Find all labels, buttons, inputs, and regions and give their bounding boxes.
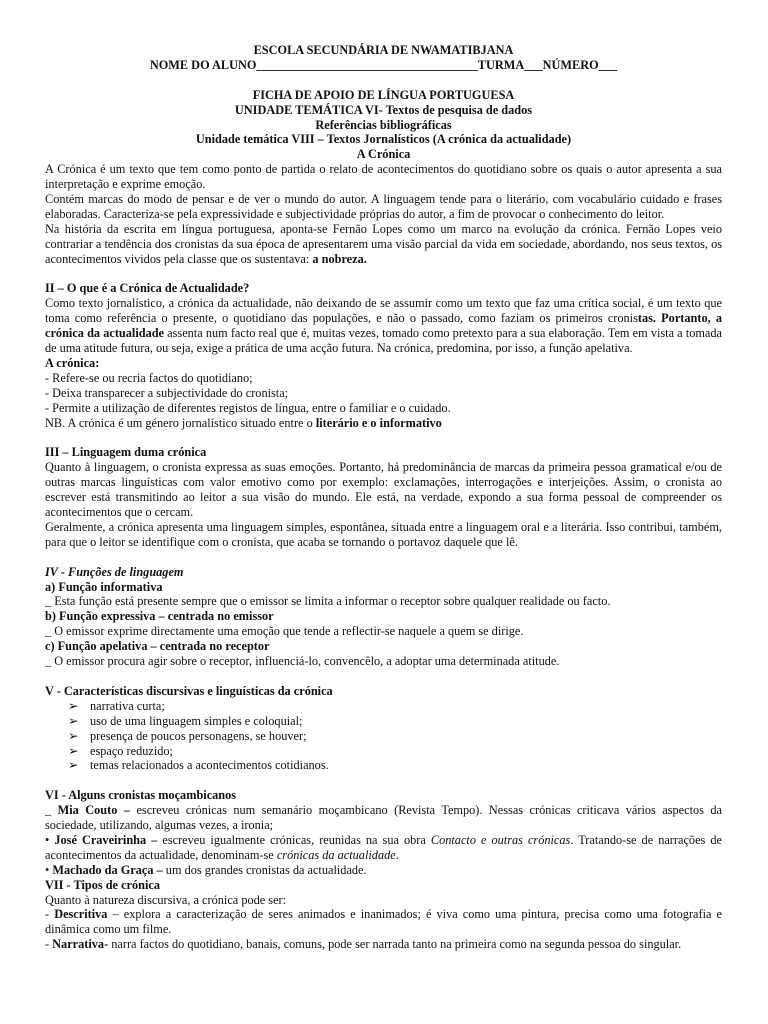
genre-term: crónicas da actualidade xyxy=(276,847,396,862)
function-a-title xyxy=(45,580,722,595)
spacer xyxy=(45,73,722,88)
list-item xyxy=(68,699,722,714)
list-item-text: espaço reduzido; xyxy=(90,743,173,758)
section-2-text-a: Como texto jornalístico, a crónica da actualidade, não deixando de se assumir como um texto que faz uma crítica social, é um texto que toma como referência o presente, o quotidiano das populações, e não o passado, como faziam os primeiros cronis xyxy=(45,296,722,326)
function-a-title-text: a) Função informativa xyxy=(45,579,163,594)
nb-bold: literário e o informativo xyxy=(315,415,442,430)
intro-paragraph-1: A Crónica é um texto que tem como ponto de partida o relato de acontecimentos do quotidiano sobre os quais o autor apresenta a sua interpretação e exprime emoção. xyxy=(45,162,722,192)
section-7-title-text: VII - Tipos de crónica xyxy=(45,877,161,892)
list-item-text: uso de uma linguagem simples e coloquial; xyxy=(90,713,303,728)
section-2-label-text: A crónica: xyxy=(45,356,100,370)
spacer xyxy=(45,773,722,788)
jose-craveirinha-entry xyxy=(45,833,722,863)
arrow-bullet-icon: ➢ xyxy=(68,713,79,728)
entry-lead: • xyxy=(45,862,53,877)
type-text: – explora a caracterização de seres animados e inanimados; é viva como uma pintura, precisa como uma fotografia e dinâmica como um filme. xyxy=(45,907,722,937)
arrow-bullet-icon: ➢ xyxy=(68,743,79,758)
list-item xyxy=(68,729,722,744)
entry-text: escreveu igualmente crónicas, reunidas na sua obra xyxy=(157,832,431,847)
entry-text: um dos grandes cronistas da actualidade. xyxy=(162,862,367,877)
mia-couto-entry xyxy=(45,803,722,833)
list-item-text: presença de poucos personagens, se houver; xyxy=(90,728,307,743)
type-name: Descritiva xyxy=(54,907,108,922)
author-name: Machado da Graça – xyxy=(52,862,163,877)
section-2-item: - Deixa transparecer a subjectividade do cronista; xyxy=(45,385,289,400)
function-b-text: _ O emissor exprime directamente uma emoção que tende a reflectir-se naquele a quem se dirige. xyxy=(45,624,524,639)
section-7-intro: Quanto à natureza discursiva, a crónica pode ser: xyxy=(45,892,287,907)
student-info-line: NOME DO ALUNO____________________________________TURMA___NÚMERO___ xyxy=(149,57,618,72)
function-c-text: _ O emissor procura agir sobre o receptor, influenciá-lo, convencêlo, a adoptar uma determinada atitude. xyxy=(45,654,560,669)
list-item-text: narrativa curta; xyxy=(90,698,165,713)
entry-lead: • xyxy=(45,832,55,847)
section-3-paragraph-1: Quanto à linguagem, o cronista expressa as suas emoções. Portanto, há predominância de marcas da primeira pessoa gramatical e/ou de outras marcas linguísticas com valor emotivo como por exemplo: exclamações, interrogações e interjeições. Assim, o cronista ao escrever está transmitindo ao leitor a sua visão do mundo. Ele está, na verdade, expondo a sua forma pessoal de compreender os acontecimentos que o cercam. xyxy=(45,460,722,520)
spacer xyxy=(45,431,722,446)
school-name: ESCOLA SECUNDÁRIA DE NWAMATIBJANA xyxy=(253,43,514,57)
section-6-title xyxy=(45,788,722,803)
function-b-title xyxy=(45,609,722,624)
arrow-bullet-icon: ➢ xyxy=(68,698,79,713)
section-3-paragraph-2: Geralmente, a crónica apresenta uma linguagem simples, espontânea, situada entre a linguagem oral e a literária. Isso contribui, também, para que o leitor se identifique com o cronista, que acaba se tornando o portavoz daquele que lê. xyxy=(45,519,722,549)
section-2-title xyxy=(45,281,722,296)
section-2-nb xyxy=(45,416,722,431)
section-7-title xyxy=(45,878,722,893)
section-2-title-text: II – O que é a Crónica de Actualidade? xyxy=(45,281,250,296)
spacer xyxy=(45,550,722,565)
entry-text: . Tratando-se de narrações de acontecimentos da actualidade, denominam-se xyxy=(45,832,722,862)
function-b-title-text: b) Função expressiva – centrada no emissor xyxy=(45,609,274,624)
author-name: Mia Couto – xyxy=(57,803,130,818)
book-title: Contacto e outras crónicas xyxy=(430,832,571,847)
type-narrative xyxy=(45,937,722,952)
type-descriptive xyxy=(45,907,722,937)
entry-lead: _ xyxy=(45,803,58,818)
sheet-title: FICHA DE APOIO DE LÍNGUA PORTUGUESA xyxy=(252,87,515,102)
spacer xyxy=(45,267,722,282)
entry-lead: - xyxy=(45,937,53,952)
spacer xyxy=(45,669,722,684)
list-item-text: temas relacionados a acontecimentos cotidianos. xyxy=(90,758,329,773)
entry-text: . xyxy=(395,847,399,862)
entry-lead: - xyxy=(45,907,55,922)
section-4-title xyxy=(45,565,722,580)
section-2-bold: tas. Portanto, a crónica da actualidade xyxy=(45,311,722,341)
references-heading: Referências bibliográficas xyxy=(315,117,452,132)
arrow-bullet-icon: ➢ xyxy=(68,758,79,773)
list-item xyxy=(68,758,722,773)
intro-p3-bold: a nobreza. xyxy=(312,251,367,266)
intro-paragraph-2: Contém marcas do modo de pensar e de ver o mundo do autor. A linguagem tende para o literário, com vocabulário cuidado e frases elaboradas. Caracteriza-se pela expressividade e subjectividade próprias do autor, a fim de provocar o conhecimento do leitor. xyxy=(45,192,722,221)
section-3-title-text: III – Linguagem duma crónica xyxy=(45,445,207,460)
arrow-bullet-icon: ➢ xyxy=(68,728,79,743)
machado-da-graca-entry xyxy=(45,863,722,878)
type-name: Narrativa- xyxy=(52,937,109,952)
intro-p3-text: Na história da escrita em língua portuguesa, aponta-se Fernão Lopes como um marco na evolução da crónica. Fernão Lopes veio contrariar a tendência dos cronistas da sua época de apresentarem uma visão parcial da vida em sociedade, abordando, nos seus textos, os acontecimentos vividos pela classe que os sustentava: xyxy=(45,221,722,266)
author-name: José Craveirinha – xyxy=(54,832,158,847)
section-4-title-text: IV - Funções de linguagem xyxy=(45,564,184,579)
unit-viii-title: Unidade temática VIII – Textos Jornalísticos (A crónica da actualidade) xyxy=(195,132,572,147)
type-text: narra factos do quotidiano, banais, comuns, pode ser narrada tanto na primeira como na segunda pessoa do singular. xyxy=(108,937,682,952)
section-6-title-text: VI - Alguns cronistas moçambicanos xyxy=(45,788,237,803)
function-c-title xyxy=(45,639,722,654)
function-a-text: _ Esta função está presente sempre que o emissor se limita a informar o receptor sobre qualquer realidade ou facto. xyxy=(45,594,611,609)
section-2-label xyxy=(45,356,722,371)
section-2-paragraph xyxy=(45,296,722,356)
characteristics-list xyxy=(45,699,722,774)
list-item xyxy=(68,744,722,759)
intro-paragraph-3 xyxy=(45,222,722,267)
section-5-title-text: V - Características discursivas e linguísticas da crónica xyxy=(45,683,333,698)
section-3-title xyxy=(45,445,722,460)
section-2-item: - Permite a utilização de diferentes registos de língua, entre o familiar e o cuidado. xyxy=(45,400,451,415)
nb-text: NB. A crónica é um género jornalístico situado entre o xyxy=(45,415,316,430)
list-item xyxy=(68,714,722,729)
entry-text: escreveu crónicas num semanário moçambicano (Revista Tempo). Nessas crónicas criticava vários aspectos da sociedade, utilizando, algumas vezes, a ironia; xyxy=(45,803,722,833)
section-2-item: - Refere-se ou recria factos do quotidiano; xyxy=(45,370,253,385)
section-2-text-b: assenta num facto real que é, muitas vezes, tomado como pretexto para a sua elaboração. Tem em vista a tomada de uma atitude futura, ou seja, exige a prática de uma acção futura. Na crónica, predomina, por isso, a função apelativa. xyxy=(45,326,722,356)
section-5-title xyxy=(45,684,722,699)
topic-title: A Crónica xyxy=(356,147,411,162)
function-c-title-text: c) Função apelativa – centrada no receptor xyxy=(45,639,270,654)
unit-title: UNIDADE TEMÁTICA VI- Textos de pesquisa de dados xyxy=(234,102,533,117)
